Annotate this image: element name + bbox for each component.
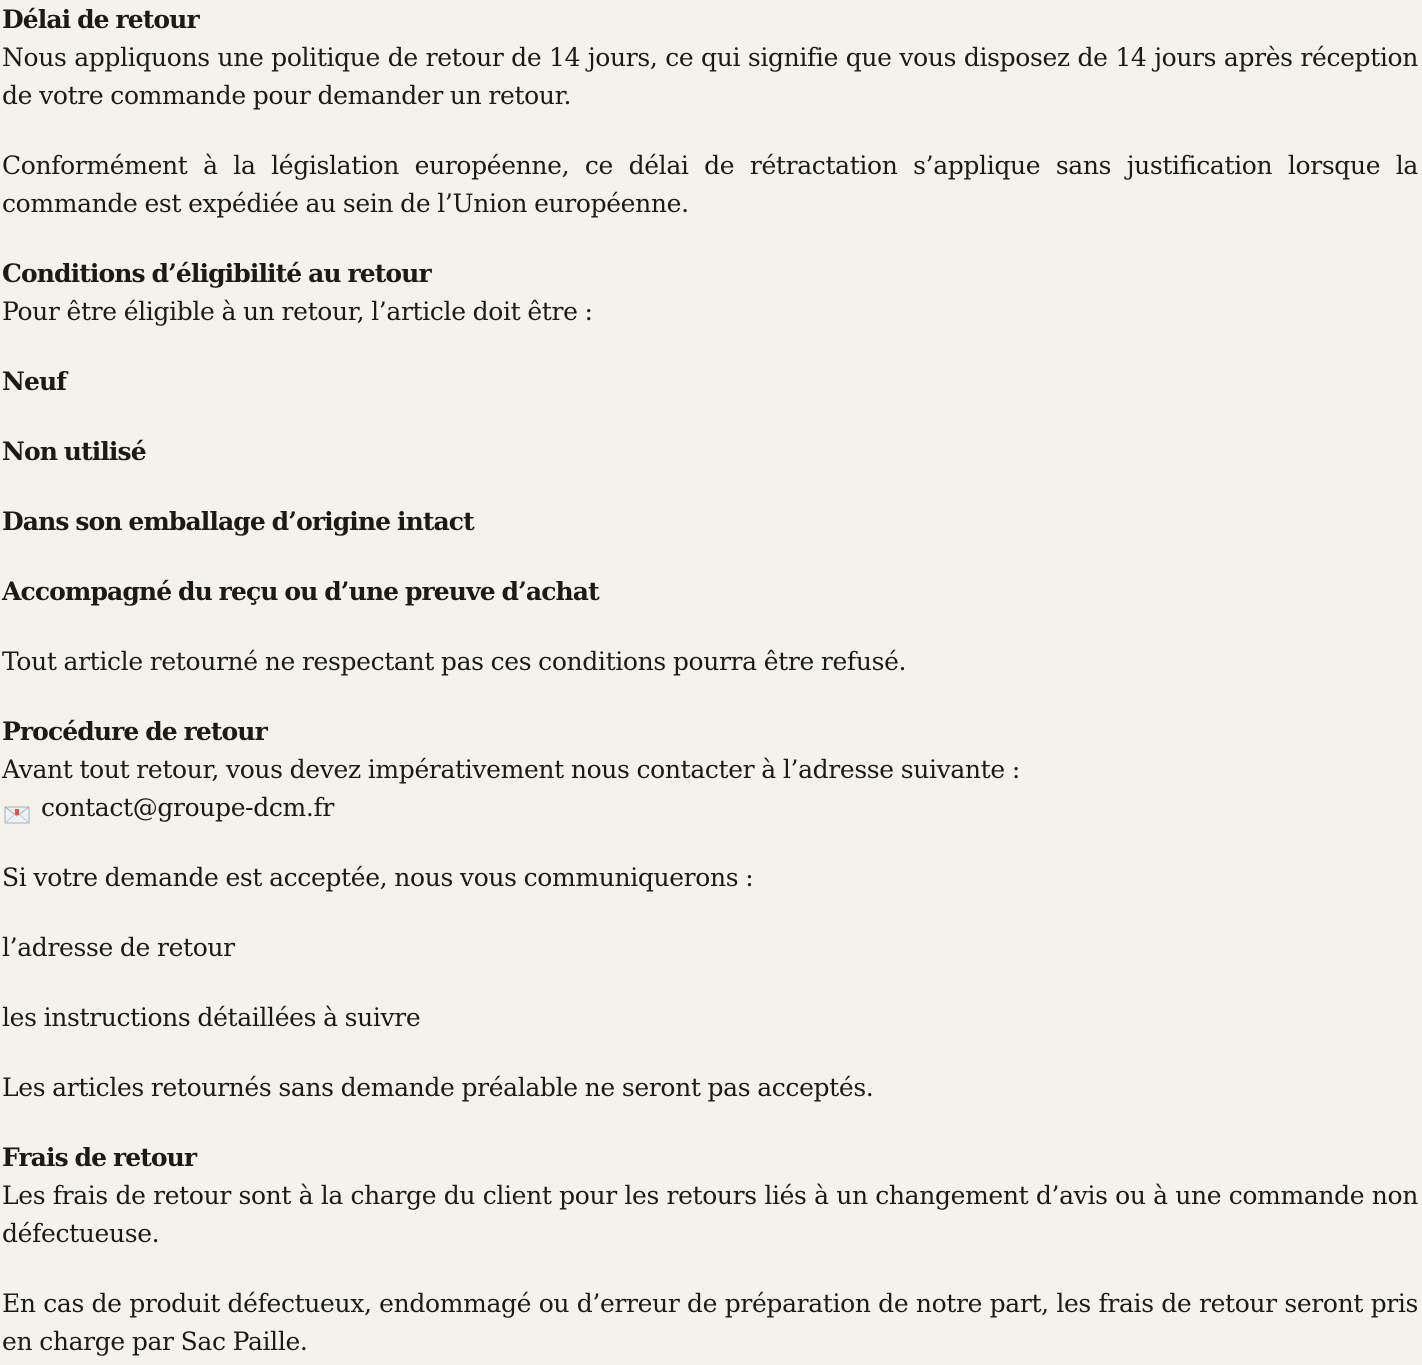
condition-item: Accompagné du reçu ou d’une preuve d’achat [2,577,599,606]
return-policy-document [0,1,1422,1361]
procedure-accepted: Si votre demande est acceptée, nous vous communiquerons : [2,863,754,892]
conditions-intro: Pour être éligible à un retour, l’article doit être : [2,297,593,326]
delai-paragraph-2: Conformément à la législation européenne, ce délai de rétractation s’applique sans justification lorsque la commande est expédiée au sein de l’Union européenne. [2,151,1418,218]
procedure-item: l’adresse de retour [2,933,235,962]
procedure-item: les instructions détaillées à suivre [2,1003,421,1032]
envelope-icon [4,798,30,818]
section-title-delai: Délai de retour [2,5,199,34]
frais-paragraph-1: Les frais de retour sont à la charge du client pour les retours liés à un changement d’avis ou à une commande non défectueuse. [2,1181,1418,1248]
section-title-frais: Frais de retour [2,1143,197,1172]
conditions-note: Tout article retourné ne respectant pas ces conditions pourra être refusé. [2,647,907,676]
procedure-intro: Avant tout retour, vous devez impérativement nous contacter à l’adresse suivante : [2,755,1020,784]
delai-paragraph-1: Nous appliquons une politique de retour de 14 jours, ce qui signifie que vous disposez de 14 jours après réception de votre commande pour demander un retour. [2,43,1418,110]
condition-item: Neuf [2,367,67,396]
frais-paragraph-2: En cas de produit défectueux, endommagé ou d’erreur de préparation de notre part, les frais de retour seront pris en charge par Sac Paille. [2,1289,1418,1356]
contact-email-link[interactable]: contact@groupe-dcm.fr [41,793,335,822]
procedure-note: Les articles retournés sans demande préalable ne seront pas acceptés. [2,1073,874,1102]
condition-item: Non utilisé [2,437,146,466]
section-title-procedure: Procédure de retour [2,717,267,746]
email-line [2,789,1418,827]
condition-item: Dans son emballage d’origine intact [2,507,474,536]
section-title-conditions: Conditions d’éligibilité au retour [2,259,431,288]
